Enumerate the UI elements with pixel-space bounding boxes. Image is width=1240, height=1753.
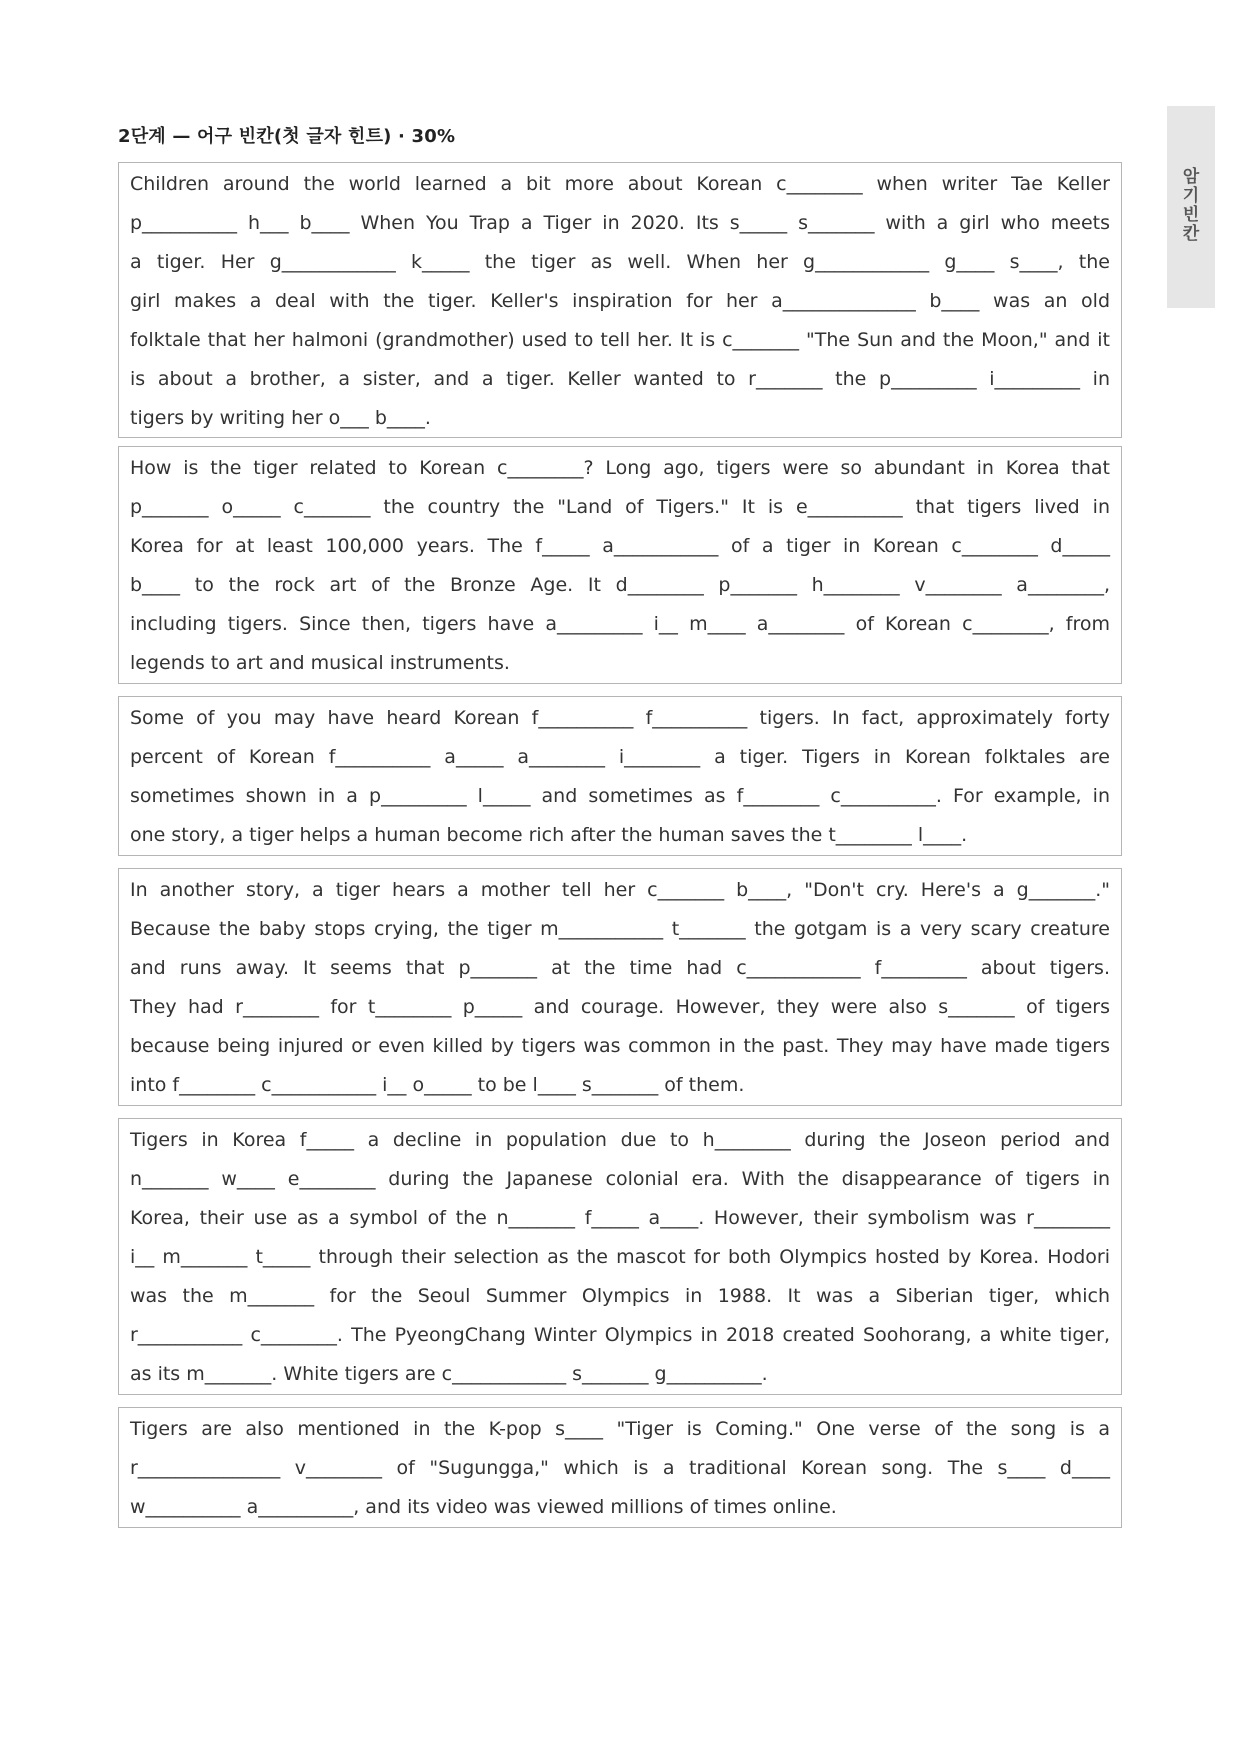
side-tab-label	[1167, 168, 1215, 244]
text-line: They had r________ for t________ p_____ and courage. However, they were also s_______ of tigers	[130, 996, 1110, 1018]
text-line: Tigers in Korea f_____ a decline in population due to h________ during the Joseon period and	[130, 1129, 1110, 1151]
text-line: is about a brother, a sister, and a tiger. Keller wanted to r_______ the p_________ i_________ in	[130, 368, 1110, 390]
side-tab-char: 칸	[1182, 224, 1200, 244]
text-line: and runs away. It seems that p_______ at the time had c____________ f_________ about tigers.	[130, 957, 1110, 979]
text-line: because being injured or even killed by tigers was common in the past. They may have made tigers	[130, 1035, 1110, 1057]
text-line: Tigers are also mentioned in the K-pop s____ "Tiger is Coming." One verse of the song is a	[130, 1418, 1110, 1440]
text-line: legends to art and musical instruments.	[130, 652, 510, 674]
text-line: one story, a tiger helps a human become rich after the human saves the t________ l____.	[130, 824, 968, 846]
text-line: sometimes shown in a p_________ l_____ and sometimes as f________ c__________. For example, in	[130, 785, 1110, 807]
text-line: into f________ c___________ i__ o_____ to be l____ s_______ of them.	[130, 1074, 745, 1096]
paragraph-box-3	[118, 696, 1122, 856]
text-line: Because the baby stops crying, the tiger m___________ t_______ the gotgam is a very scary creature	[130, 918, 1110, 940]
text-line: girl makes a deal with the tiger. Keller's inspiration for her a______________ b____ was an old	[130, 290, 1110, 312]
text-line: b____ to the rock art of the Bronze Age. It d________ p_______ h________ v________ a________,	[130, 574, 1110, 596]
text-line: r_______________ v________ of "Sugungga," which is a traditional Korean song. The s____ d____	[130, 1457, 1110, 1479]
side-tab	[1167, 106, 1215, 308]
text-line: Korea for at least 100,000 years. The f_____ a___________ of a tiger in Korean c________ d_____	[130, 535, 1110, 557]
paragraph-box-5	[118, 1118, 1122, 1395]
text-line: was the m_______ for the Seoul Summer Olympics in 1988. It was a Siberian tiger, which	[130, 1285, 1110, 1307]
paragraph-box-4	[118, 868, 1122, 1106]
page-heading: 2단계 — 어구 빈칸(첫 글자 힌트) · 30%	[118, 126, 456, 147]
text-line: including tigers. Since then, tigers have a_________ i__ m____ a________ of Korean c________, from	[130, 613, 1110, 635]
text-line: as its m_______. White tigers are c____________ s_______ g__________.	[130, 1363, 768, 1385]
paragraph-box-2	[118, 446, 1122, 684]
side-tab-char: 암	[1182, 167, 1200, 187]
text-line: In another story, a tiger hears a mother tell her c_______ b____, "Don't cry. Here's a g_______."	[130, 879, 1110, 901]
text-line: p_______ o_____ c_______ the country the "Land of Tigers." It is e__________ that tigers lived in	[130, 496, 1110, 518]
text-line: i__ m_______ t_____ through their selection as the mascot for both Olympics hosted by Korea. Hodori	[130, 1246, 1110, 1268]
text-line: p__________ h___ b____ When You Trap a Tiger in 2020. Its s_____ s_______ with a girl who meets	[130, 212, 1110, 234]
text-line: How is the tiger related to Korean c________? Long ago, tigers were so abundant in Korea that	[130, 457, 1110, 479]
text-line: Korea, their use as a symbol of the n_______ f_____ a____. However, their symbolism was r________	[130, 1207, 1110, 1229]
side-tab-char: 기	[1182, 186, 1200, 206]
text-line: r___________ c________. The PyeongChang Winter Olympics in 2018 created Soohorang, a white tiger,	[130, 1324, 1110, 1346]
text-line: a tiger. Her g____________ k_____ the tiger as well. When her g____________ g____ s____, the	[130, 251, 1110, 273]
text-line: Children around the world learned a bit more about Korean c________ when writer Tae Keller	[130, 173, 1110, 195]
side-tab-char: 빈	[1182, 205, 1200, 225]
text-line: w__________ a__________, and its video was viewed millions of times online.	[130, 1496, 837, 1518]
paragraph-box-1	[118, 162, 1122, 438]
text-line: n_______ w____ e________ during the Japanese colonial era. With the disappearance of tigers in	[130, 1168, 1110, 1190]
text-line: tigers by writing her o___ b____.	[130, 407, 431, 429]
paragraph-box-6	[118, 1407, 1122, 1528]
text-line: Some of you may have heard Korean f__________ f__________ tigers. In fact, approximately forty	[130, 707, 1110, 729]
text-line: percent of Korean f__________ a_____ a________ i________ a tiger. Tigers in Korean folktales are	[130, 746, 1110, 768]
text-line: folktale that her halmoni (grandmother) used to tell her. It is c_______ "The Sun and the Moon," and it	[130, 329, 1110, 351]
